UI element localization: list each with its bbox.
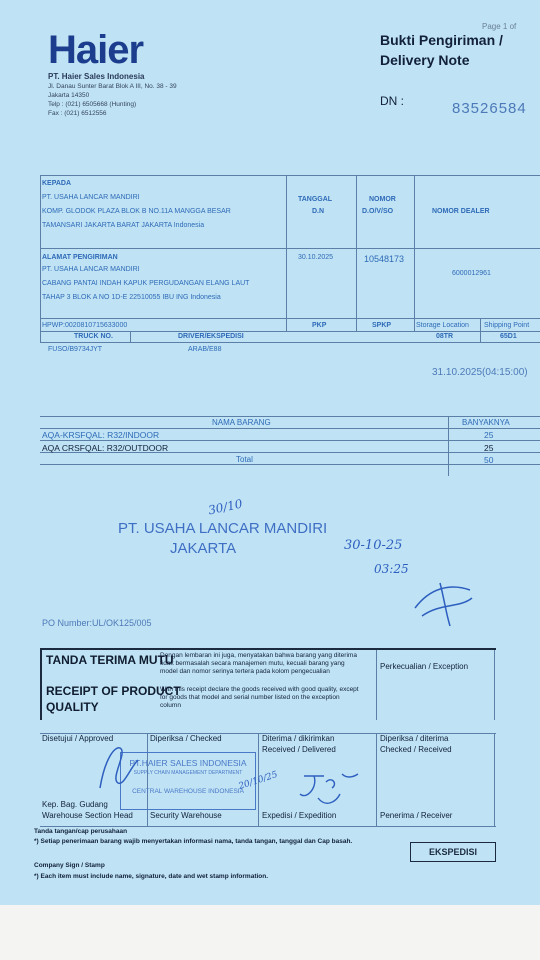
warehouse-stamp-line-2: SUPPLY CHAIN MANAGEMENT DEPARTMENT	[133, 770, 243, 776]
driver-label: DRIVER/EKSPEDISI	[178, 333, 244, 340]
tanggal-sub: D.N	[312, 208, 325, 215]
receipt-title-1: RECEIPT OF PRODUCT	[46, 684, 181, 698]
receipt-divider	[376, 650, 377, 720]
company-telp: Telp : (021) 6505668 (Hunting)	[48, 101, 137, 108]
nomor-sub: D.O/V/SO	[362, 208, 394, 215]
item-row-2-qty: 25	[484, 443, 494, 453]
dn-label: DN :	[380, 94, 404, 108]
consignee-address-1: KOMP. GLODOK PLAZA BLOK B NO.11A MANGGA BESAR	[42, 208, 231, 215]
storage-location-label: Storage Location	[416, 322, 469, 329]
warehouse-stamp-line-1: PT.HAIER SALES INDONESIA	[129, 758, 247, 768]
shipping-point-label: Shipping Point	[484, 322, 530, 329]
signature-approved-icon	[90, 738, 150, 798]
items-divider	[40, 428, 540, 429]
table-divider	[40, 331, 540, 332]
kepada-label: KEPADA	[42, 180, 72, 187]
hp-number: HPWP:0020810715633000	[42, 322, 128, 329]
dn-date: 30.10.2025	[298, 254, 334, 261]
consignee-name: PT. USAHA LANCAR MANDIRI	[42, 194, 140, 201]
exception-label: Perkecualian / Exception	[380, 662, 469, 671]
items-divider	[40, 464, 540, 465]
handwritten-date: 30/10	[206, 496, 244, 518]
handwritten-time-right: 03:25	[374, 562, 409, 576]
receipt-title-2: QUALITY	[46, 700, 99, 714]
penerima-label: Penerima / Receiver	[380, 811, 453, 820]
dealer-label: NOMOR DEALER	[432, 208, 490, 215]
signature-received-icon	[296, 764, 376, 808]
warehouse-stamp-line-3: CENTRAL WAREHOUSE INDONESIA	[132, 788, 244, 795]
table-col-divider	[414, 175, 415, 331]
note-english: *) Each item must include name, signature, date and wet stamp information.	[34, 873, 269, 880]
receipt-top-border	[40, 648, 496, 650]
receipt-right-border	[494, 650, 495, 720]
kep-bag-gudang: Kep. Bag. Gudang	[42, 800, 108, 809]
handwritten-signature-icon	[410, 578, 480, 628]
table-divider	[40, 342, 540, 343]
approved-label: Disetujui / Approved	[42, 734, 114, 743]
handwritten-sign-date: 20/10/25	[237, 769, 279, 793]
order-number: 10548173	[364, 254, 405, 264]
company-address-1: Jl. Danau Sunter Barat Blok A III, No. 38 - 39	[48, 83, 177, 90]
spkp-label: SPKP	[372, 322, 392, 329]
nomor-label: NOMOR	[369, 196, 396, 203]
received-label-2: Received / Delivered	[262, 745, 336, 754]
ship-name: PT. USAHA LANCAR MANDIRI	[42, 266, 140, 273]
storage-location-value: 08TR	[436, 333, 454, 340]
checked-received-label: Diperiksa / diterima	[380, 734, 449, 743]
shipping-point-value: 65D1	[500, 333, 517, 340]
items-col-name: NAMA BARANG	[212, 418, 271, 427]
company-sign-id: Tanda tangan/cap perusahaan	[34, 828, 128, 835]
table-col-divider	[480, 318, 481, 342]
pkp-label: PKP	[312, 322, 327, 329]
handwritten-date-right: 30-10-25	[344, 538, 403, 553]
received-label: Diterima / dikirimkan	[262, 734, 335, 743]
receipt-text-id: Dengan lembaran ini juga, menyatakan bahwa barang yang diterima tidak bermasalah secara manajemen mutu, kecuali barang yang model dan nomor serinya tertera pada kolom pengecualian	[160, 652, 357, 675]
dn-number: 83526584	[452, 100, 527, 117]
table-col-divider	[286, 175, 287, 331]
item-row-2-name: AQA CRSFQAL: R32/OUTDOOR	[42, 443, 169, 453]
tanda-terima-title: TANDA TERIMA MUTU	[46, 653, 174, 667]
checked-received-label-2: Checked / Received	[380, 745, 452, 754]
company-stamp-city: JAKARTA	[170, 540, 237, 557]
company-fax: Fax : (021) 6512556	[48, 110, 107, 117]
receipt-left-bracket	[40, 650, 42, 720]
ship-address-2: TAHAP 3 BLOK A NO 1D-E 22510055 IBU ING Indonesia	[42, 294, 221, 301]
items-top-border	[40, 416, 540, 417]
note-indonesian: *) Setiap penerimaan barang wajib menyertakan informasi nama, tanda tangan, tanggal dan Cap basah.	[34, 838, 353, 845]
alamat-label: ALAMAT PENGIRIMAN	[42, 254, 118, 261]
security-warehouse: Security Warehouse	[150, 811, 222, 820]
print-timestamp: 31.10.2025(04:15:00)	[432, 367, 528, 378]
table-divider	[40, 318, 540, 319]
tanggal-label: TANGGAL	[298, 196, 333, 203]
item-row-1-qty: 25	[484, 430, 494, 440]
ekspedisi-box: EKSPEDISI	[410, 842, 496, 862]
table-col-divider	[356, 175, 357, 331]
table-divider	[40, 248, 540, 249]
ship-address-1: CABANG PANTAI INDAH KAPUK PERGUDANGAN ELANG LAUT	[42, 280, 250, 287]
warehouse-section-head: Warehouse Section Head	[42, 811, 133, 820]
item-row-1-name: AQA-KRSFQAL: R32/INDOOR	[42, 430, 160, 440]
table-left-border	[40, 175, 41, 342]
sign-col-divider	[494, 733, 495, 826]
truck-number: FUSO/B9734JYT	[48, 346, 103, 353]
expedisi-label: Expedisi / Expedition	[262, 811, 337, 820]
truck-label: TRUCK NO.	[74, 333, 113, 340]
total-qty: 50	[484, 455, 494, 465]
driver-name: ARAB/E88	[188, 346, 222, 353]
sign-col-divider	[376, 733, 377, 826]
sign-grid-bottom	[40, 826, 496, 827]
consignee-address-2: TAMANSARI JAKARTA BARAT JAKARTA Indonesia	[42, 222, 205, 229]
company-stamp-name: PT. USAHA LANCAR MANDIRI	[118, 520, 328, 537]
total-label: Total	[236, 455, 253, 464]
page-indicator: Page 1 of	[482, 22, 517, 31]
items-divider	[40, 440, 540, 441]
doc-title-id: Bukti Pengiriman /	[380, 32, 503, 48]
receipt-text-en: With this receipt declare the goods received with good quality, except for goods that model and serial number listed on the exception column	[160, 686, 359, 709]
dealer-number: 6000012961	[452, 270, 491, 277]
items-col-qty: BANYAKNYA	[462, 418, 510, 427]
po-number: PO Number:UL/OK125/005	[42, 618, 152, 628]
checked-label: Diperiksa / Checked	[150, 734, 222, 743]
items-col-divider	[448, 416, 449, 476]
company-name: PT. Haier Sales Indonesia	[48, 72, 145, 81]
table-col-divider	[130, 331, 131, 342]
table-top-border	[40, 175, 540, 176]
company-address-2: Jakarta 14350	[48, 92, 90, 99]
doc-title-en: Delivery Note	[380, 52, 470, 68]
company-sign-en: Company Sign / Stamp	[34, 862, 105, 869]
haier-logo: Haier	[48, 28, 144, 72]
